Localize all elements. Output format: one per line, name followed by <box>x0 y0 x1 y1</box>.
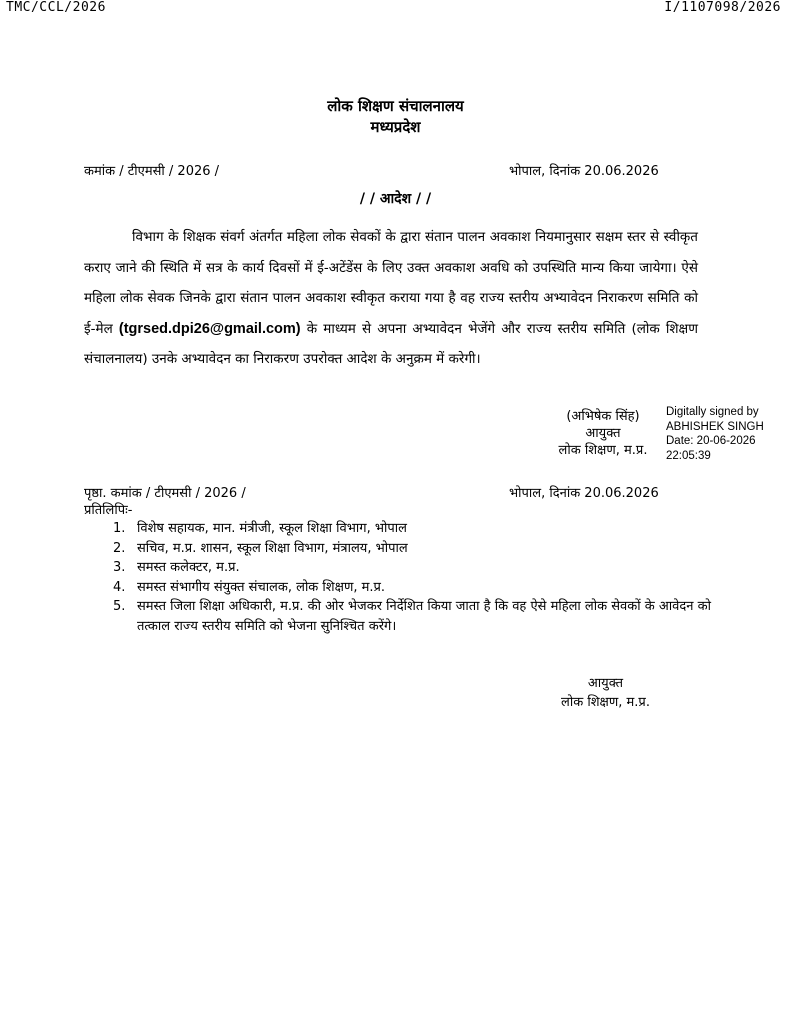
list-item-text: समस्त जिला शिक्षा अधिकारी, म.प्र. की ओर भेजकर निर्देशित किया जाता है कि वह ऐसे महिला लोक सेवकों के आवेदन को तत्काल राज्य स्तरीय समिति को भेजना सुनिश्चित करेंगे। <box>137 599 711 634</box>
signatory-name: (अभिषेक सिंह) <box>566 409 640 424</box>
list-item <box>113 597 712 636</box>
order-body-part2: के माध्यम से अपना अभ्यावेदन भेजेंगे और राज्य स्तरीय समिति (लोक शिक्षण संचालनालय) उनके अभ्यावेदन का निराकरण उपरोक्त आदेश के अनुक्रम में करेगी। <box>84 320 698 367</box>
list-item-text: समस्त संभागीय संयुक्त संचालक, लोक शिक्षण, म.प्र. <box>137 579 386 595</box>
signature-block <box>548 408 658 459</box>
digital-signature-time: 22:05:39 <box>666 449 711 462</box>
list-item-text: विशेष सहायक, मान. मंत्रीजी, स्कूल शिक्षा विभाग, भोपाल <box>137 521 407 536</box>
digital-signature <box>666 405 764 463</box>
list-item <box>113 578 712 598</box>
order-title: / / आदेश / / <box>359 191 432 207</box>
list-item-number: 4. <box>113 579 126 595</box>
list-item-number: 5. <box>113 599 126 614</box>
list-item-text: समस्त कलेक्टर, म.प्र. <box>137 560 240 575</box>
order-body <box>84 222 698 375</box>
digital-signature-date: Date: 20-06-2026 <box>666 435 756 447</box>
office-name: लोक शिक्षण संचालनालय <box>327 97 464 115</box>
committee-email: (tgrsed.dpi26@gmail.com) <box>118 320 301 337</box>
digital-signature-line1: Digitally signed by <box>666 406 759 418</box>
footer-office: लोक शिक्षण, म.प्र. <box>561 695 650 710</box>
signatory-office: लोक शिक्षण, म.प्र. <box>558 443 648 458</box>
footer-designation: आयुक्त <box>587 676 624 691</box>
file-reference-right: I/1107098/2026 <box>664 0 781 15</box>
order-place-date: भोपाल, दिनांक 20.06.2026 <box>509 164 659 179</box>
list-item <box>113 558 712 578</box>
digital-signature-name: ABHISHEK SINGH <box>666 420 764 433</box>
list-item <box>113 519 712 539</box>
list-item-text: सचिव, म.प्र. शासन, स्कूल शिक्षा विभाग, मंत्रालय, भोपाल <box>137 540 408 556</box>
list-item <box>113 539 712 559</box>
endorsement-place-date: भोपाल, दिनांक 20.06.2026 <box>509 486 659 501</box>
list-item-number: 3. <box>113 560 126 575</box>
copy-label: प्रतिलिपिः- <box>84 503 133 518</box>
endorsement-number: पृष्ठा. कमांक / टीएमसी / 2026 / <box>84 486 246 501</box>
file-reference-left: TMC/CCL/2026 <box>6 0 106 15</box>
signatory-designation: आयुक्त <box>585 426 621 441</box>
footer-signature-block <box>548 674 663 712</box>
list-item-number: 1. <box>113 521 126 536</box>
list-item-number: 2. <box>113 540 126 556</box>
copy-recipient-list <box>113 519 712 636</box>
office-state: मध्यप्रदेश <box>370 118 421 136</box>
order-number: कमांक / टीएमसी / 2026 / <box>84 164 220 179</box>
order-body-part1: विभाग के शिक्षक संवर्ग अंतर्गत महिला लोक सेवकों के द्वारा संतान पालन अवकाश नियमानुसार सक्षम स्तर से स्वीकृत कराए जाने की स्थिति में सत्र के कार्य दिवसों में ई-अटेंडेंस के लिए उक्त अवकाश अवधि को उपस्थिति मान्य किया जायेगा। ऐसे महिला लोक सेवक जिनके द्वारा संतान पालन अवकाश स्वीकृत कराया गया है वह राज्य स्तरीय अभ्यावेदन निराकरण समिति को ई-मेल <box>84 229 698 337</box>
